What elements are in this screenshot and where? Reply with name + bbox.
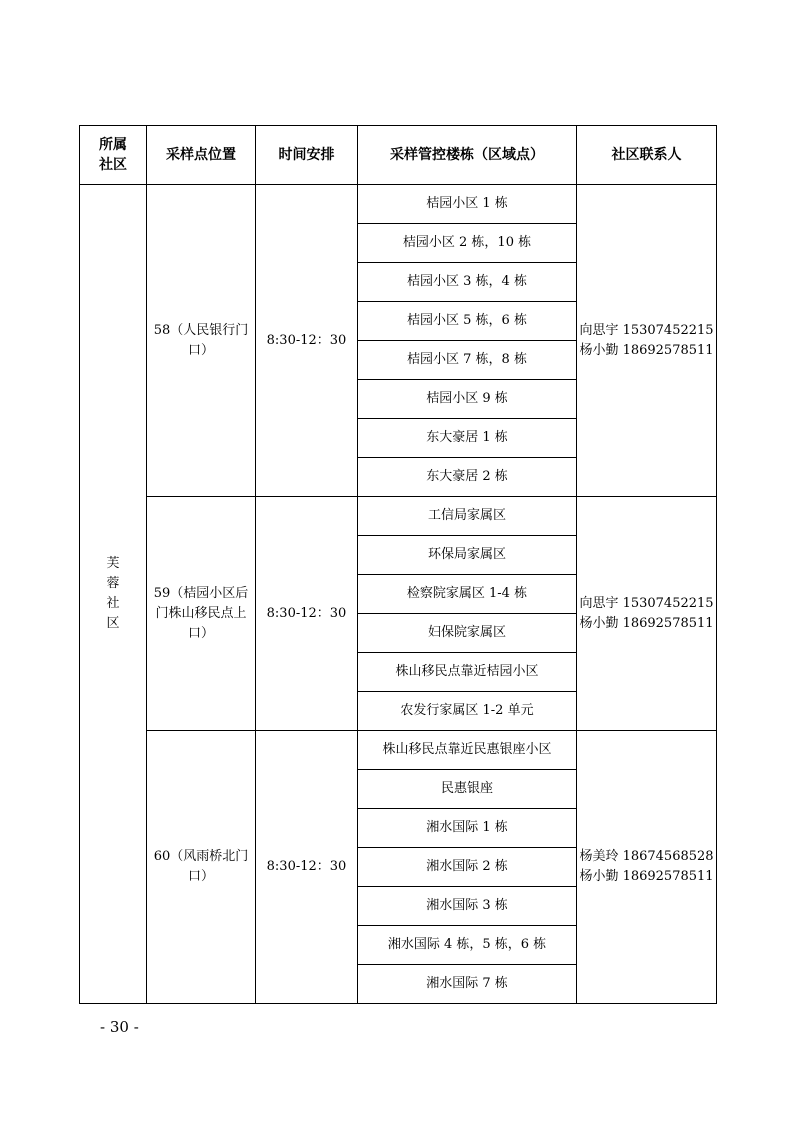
building-cell: 检察院家属区 1-4 栋 [358,575,577,614]
community-name-char: 芙 [106,556,120,571]
time-cell: 8:30-12：30 [256,497,358,731]
contact-cell [577,185,717,497]
contact-line: 杨小勤 18692578511 [579,342,714,358]
building-cell: 农发行家属区 1-2 单元 [358,692,577,731]
contact-line: 杨小勤 18692578511 [579,869,714,884]
table-row [80,185,717,224]
building-cell: 桔园小区 1 栋 [358,185,577,224]
building-cell: 桔园小区 2 栋，10 栋 [358,224,577,263]
sampling-schedule-table [79,125,717,1004]
header-community: 所属社区 [80,126,147,185]
header-time: 时间安排 [256,126,358,185]
building-cell: 桔园小区 3 栋，4 栋 [358,263,577,302]
contact-line: 杨小勤 18692578511 [579,615,714,631]
building-cell: 东大豪居 2 栋 [358,458,577,497]
community-cell [80,185,147,1004]
contact-cell [577,731,717,1004]
table-header-row [80,126,717,185]
time-cell: 8:30-12：30 [256,185,358,497]
building-cell: 民惠银座 [358,770,577,809]
contact-line: 杨美玲 18674568528 [579,849,714,864]
building-cell: 湘水国际 4 栋，5 栋，6 栋 [358,926,577,965]
location-cell: 60（风雨桥北门口） [147,731,256,1004]
location-cell: 58（人民银行门口） [147,185,256,497]
building-cell: 妇保院家属区 [358,614,577,653]
community-name-char: 蓉 [106,576,120,591]
building-cell: 湘水国际 1 栋 [358,809,577,848]
header-buildings: 采样管控楼栋（区域点） [358,126,577,185]
contact-line: 向思宇 15307452215 [579,322,714,338]
table-body [80,185,717,1004]
building-cell: 桔园小区 7 栋，8 栋 [358,341,577,380]
header-location: 采样点位置 [147,126,256,185]
building-cell: 株山移民点靠近民惠银座小区 [358,731,577,770]
header-contact: 社区联系人 [577,126,717,185]
building-cell: 东大豪居 1 栋 [358,419,577,458]
contact-line: 向思宇 15307452215 [579,595,714,611]
community-name-char: 区 [106,616,120,631]
page-number: - 30 - [100,1018,139,1036]
building-cell: 工信局家属区 [358,497,577,536]
building-cell: 环保局家属区 [358,536,577,575]
contact-cell [577,497,717,731]
building-cell: 株山移民点靠近桔园小区 [358,653,577,692]
community-name-char: 社 [106,596,120,611]
building-cell: 湘水国际 3 栋 [358,887,577,926]
table-row [80,497,717,536]
time-cell: 8:30-12：30 [256,731,358,1004]
table-row [80,731,717,770]
location-cell: 59（桔园小区后门株山移民点上口） [147,497,256,731]
building-cell: 桔园小区 9 栋 [358,380,577,419]
building-cell: 湘水国际 7 栋 [358,965,577,1004]
building-cell: 桔园小区 5 栋，6 栋 [358,302,577,341]
building-cell: 湘水国际 2 栋 [358,848,577,887]
